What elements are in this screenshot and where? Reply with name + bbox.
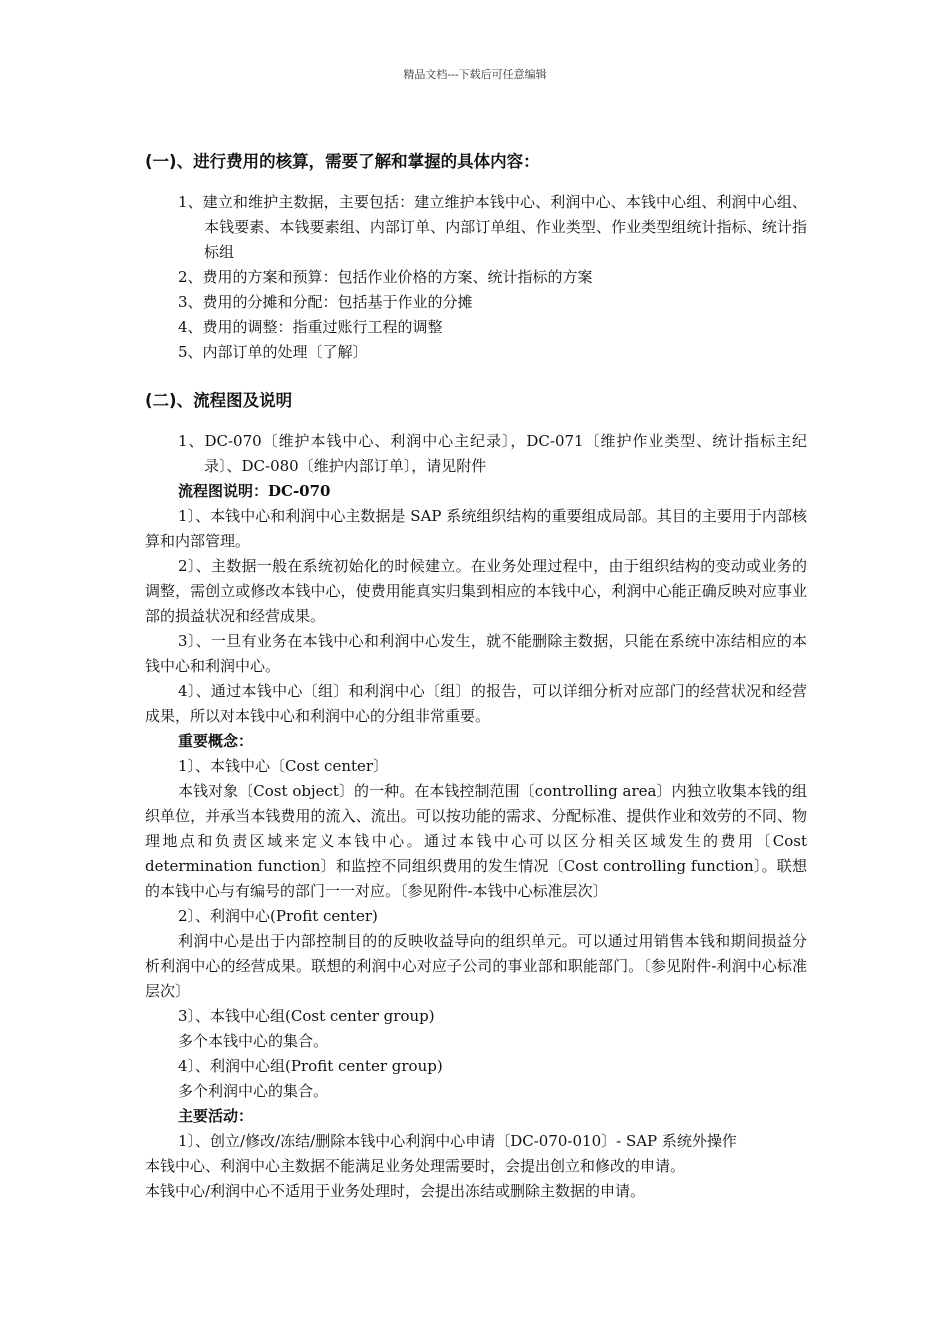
- document-body: [145, 148, 807, 1204]
- section1-item-4: 4、费用的调整：指重过账行工程的调整: [178, 318, 443, 336]
- concepts-label: 重要概念：: [178, 732, 254, 750]
- section1-item-2: 2、费用的方案和预算：包括作业价格的方案、统计指标的方案: [178, 268, 593, 286]
- activities-label: 主要活动：: [178, 1107, 254, 1125]
- flow-paragraph-1: 1〕、本钱中心和利润中心主数据是 SAP 系统组织结构的重要组成局部。其目的主要用于内部核算和内部管理。: [145, 507, 807, 550]
- flow-description-label: 流程图说明：DC-070: [178, 482, 331, 500]
- activity-1-title: 1〕、创立/修改/冻结/删除本钱中心利润中心申请〔DC-070-010〕- SAP 系统外操作: [178, 1132, 737, 1150]
- concept-cost-center-body: 本钱对象〔Cost object〕的一种。在本钱控制范围〔controlling area〕内独立收集本钱的组织单位，并承当本钱费用的流入、流出。可以按功能的需求、分配标准、提供作业和效劳的不同、物理地点和负责区域来定义本钱中心。通过本钱中心可以区分相关区域发生的费用〔Cost determination function〕和监控不同组织费用的发生情况〔Cost controlling function〕。联想的本钱中心与有编号的部门一一对应。〔参见附件-本钱中心标准层次〕: [145, 782, 807, 900]
- concept-profit-center-body: 利润中心是出于内部控制目的的反映收益导向的组织单元。可以通过用销售本钱和期间损益分析利润中心的经营成果。联想的利润中心对应子公司的事业部和职能部门。〔参见附件-利润中心标准层次〕: [145, 932, 807, 1000]
- flow-paragraph-4: 4〕、通过本钱中心〔组〕和利润中心〔组〕的报告，可以详细分析对应部门的经营状况和经营成果，所以对本钱中心和利润中心的分组非常重要。: [145, 682, 807, 725]
- section1-item-3: 3、费用的分摊和分配：包括基于作业的分摊: [178, 293, 473, 311]
- flow-paragraph-3: 3〕、一旦有业务在本钱中心和利润中心发生，就不能删除主数据，只能在系统中冻结相应的本钱中心和利润中心。: [145, 632, 807, 675]
- concept-cost-center-group-body: 多个本钱中心的集合。: [178, 1032, 329, 1050]
- section1-item-5: 5、内部订单的处理〔了解〕: [178, 343, 368, 361]
- section2-item-1: 1、DC-070〔维护本钱中心、利润中心主纪录〕，DC-071〔维护作业类型、统计指标主纪录〕、DC-080〔维护内部订单〕，请见附件: [178, 432, 807, 475]
- section1-item-1: 1、建立和维护主数据，主要包括：建立维护本钱中心、利润中心、本钱中心组、利润中心组、本钱要素、本钱要素组、内部订单、内部订单组、作业类型、作业类型组统计指标、统计指标组: [178, 193, 807, 261]
- concept-cost-center-title: 1〕、本钱中心〔Cost center〕: [178, 757, 389, 775]
- activity-1-line-2: 本钱中心/利润中心不适用于业务处理时，会提出冻结或删除主数据的申请。: [145, 1182, 646, 1200]
- concept-profit-center-group-body: 多个利润中心的集合。: [178, 1082, 329, 1100]
- flow-paragraph-2: 2〕、主数据一般在系统初始化的时候建立。在业务处理过程中，由于组织结构的变动或业务的调整，需创立或修改本钱中心，使费用能真实归集到相应的本钱中心，利润中心能正确反映对应事业部的损益状况和经营成果。: [145, 557, 807, 625]
- concept-cost-center-group-title: 3〕、本钱中心组(Cost center group): [178, 1007, 435, 1025]
- page-header: 精品文档---下载后可任意编辑: [403, 68, 547, 81]
- concept-profit-center-group-title: 4〕、利润中心组(Profit center group): [178, 1057, 443, 1075]
- section2-title: (二)、流程图及说明: [145, 391, 293, 410]
- concept-profit-center-title: 2〕、利润中心(Profit center): [178, 907, 378, 925]
- activity-1-line-1: 本钱中心、利润中心主数据不能满足业务处理需要时，会提出创立和修改的申请。: [145, 1157, 686, 1175]
- section1-title: (一)、进行费用的核算，需要了解和掌握的具体内容：: [145, 152, 540, 171]
